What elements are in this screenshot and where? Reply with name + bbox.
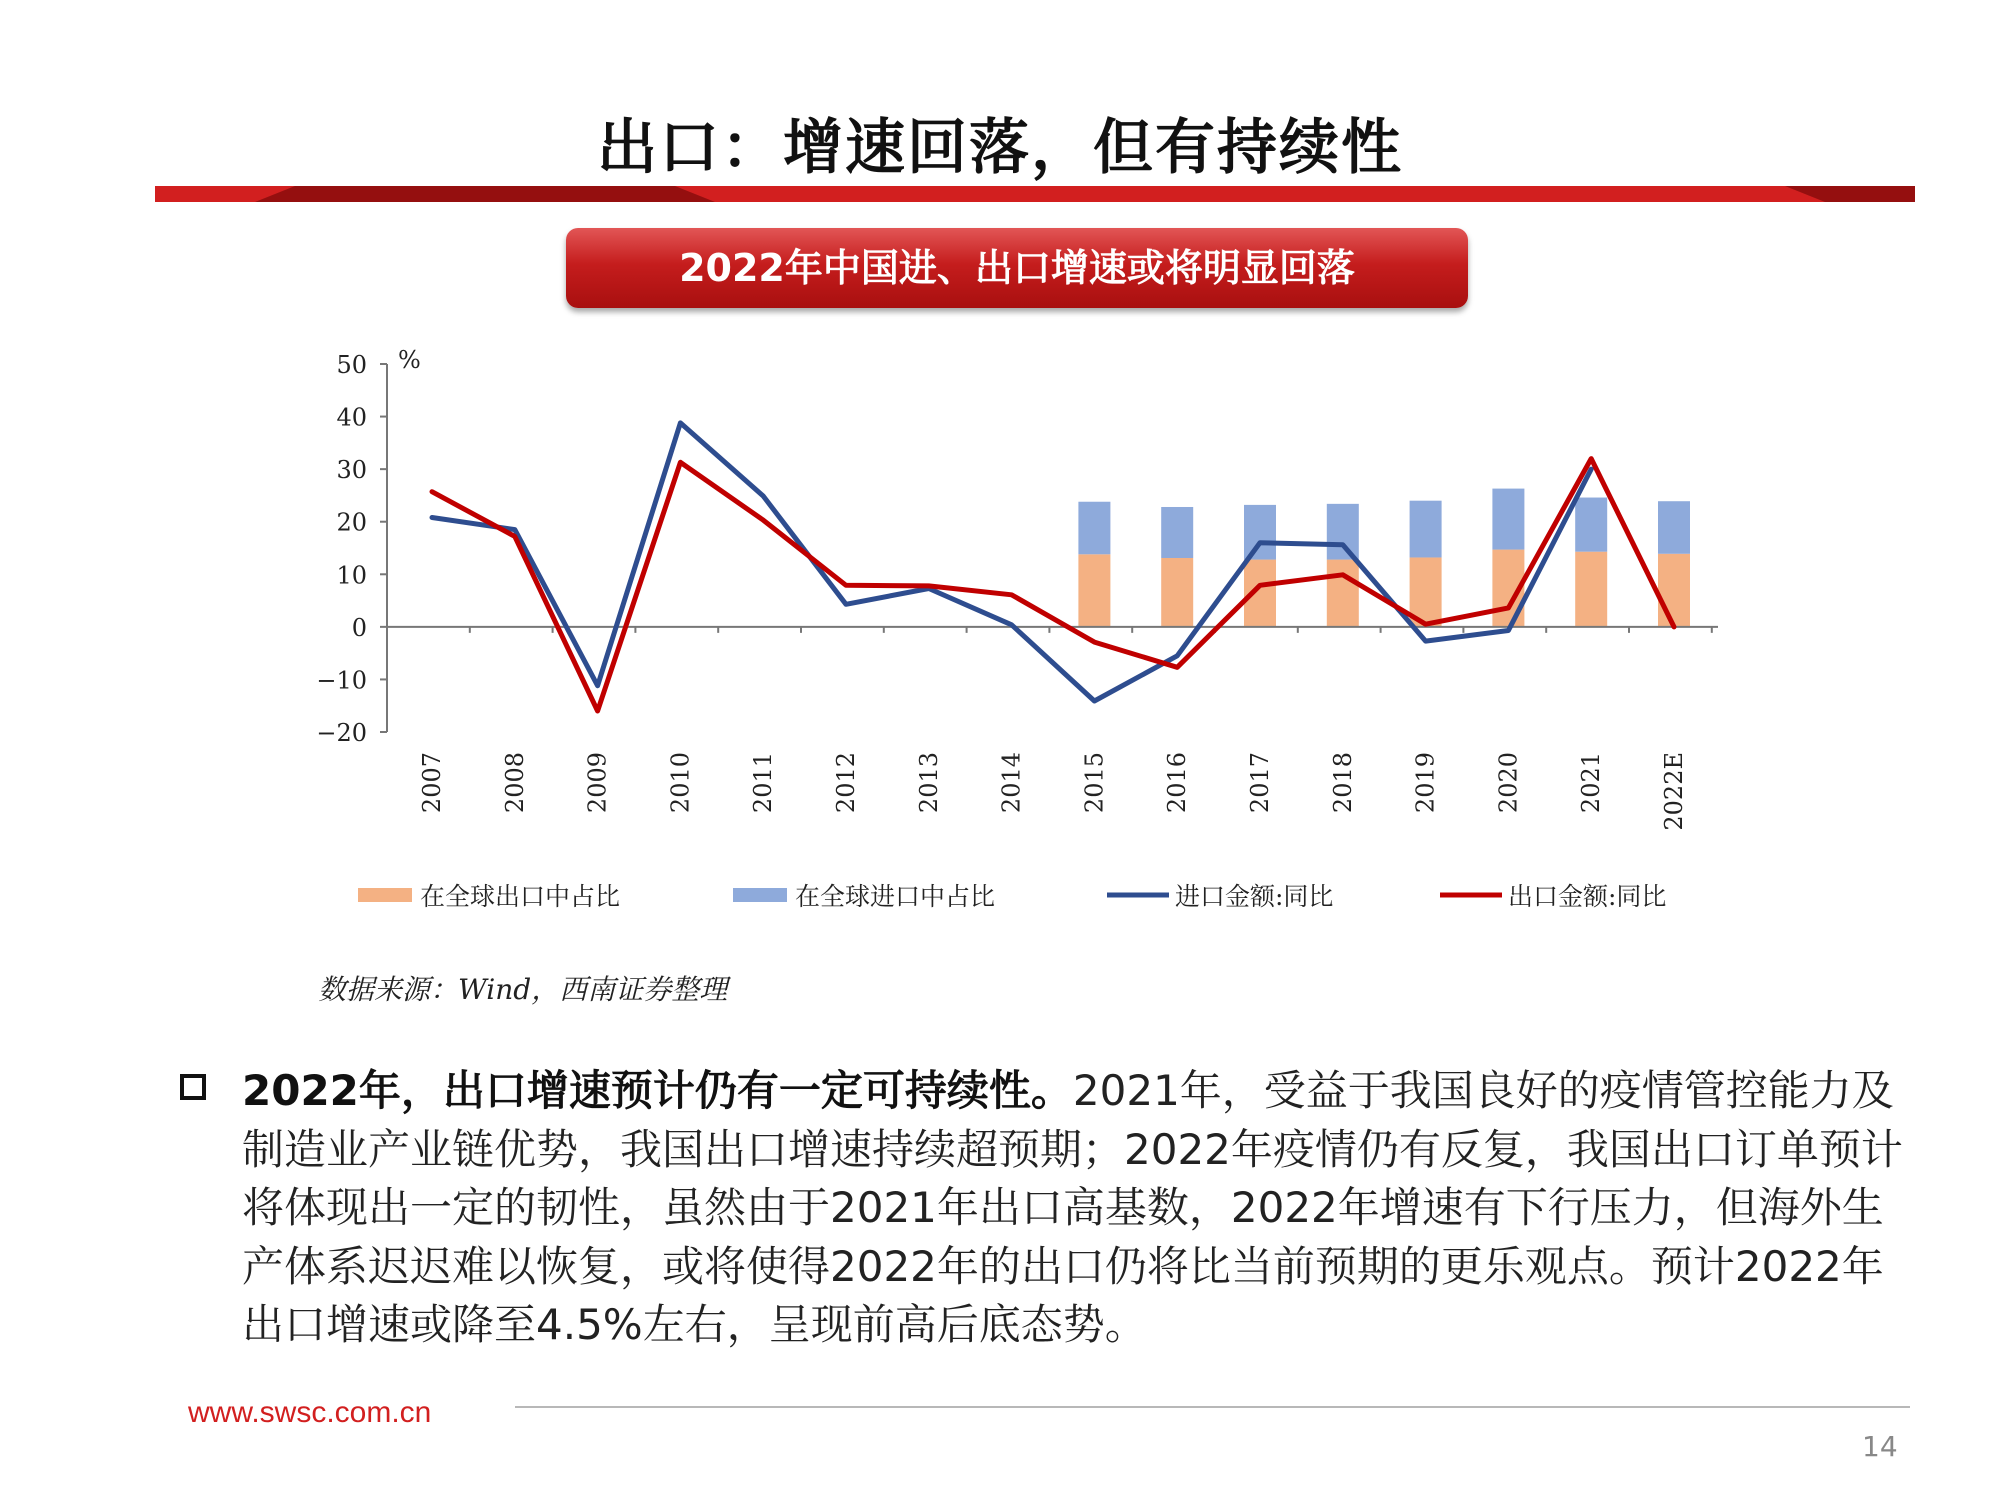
- bullet-point: [180, 1062, 1920, 1355]
- legend-swatch: [358, 888, 412, 902]
- bar-segment: [1658, 501, 1690, 554]
- chart-banner: 2022年中国进、出口增速或将明显回落: [566, 228, 1468, 308]
- x-tick-label: 2015: [1080, 752, 1109, 814]
- x-tick-label: 2014: [997, 752, 1026, 814]
- x-tick-label: 2018: [1328, 752, 1357, 814]
- x-tick-label: 2011: [749, 752, 778, 814]
- page-title: 出口：增速回落，但有持续性: [597, 113, 1403, 183]
- x-tick-label: 2016: [1163, 752, 1192, 814]
- bar-segment: [1161, 558, 1193, 627]
- bullet-text: [242, 1062, 1920, 1355]
- y-tick-label: 50: [336, 351, 367, 379]
- bar-segment: [1575, 498, 1607, 552]
- y-tick-label: −20: [316, 719, 367, 747]
- y-tick-label: 30: [336, 456, 367, 485]
- x-tick-label: 2008: [500, 752, 529, 814]
- x-tick-label: 2010: [666, 752, 695, 814]
- y-tick-label: 0: [351, 613, 367, 642]
- y-unit-label: %: [398, 346, 421, 374]
- bar-segment: [1327, 560, 1359, 627]
- bullet-body: 2021年，受益于我国良好的疫情管控能力及制造业产业链优势，我国出口增速持续超预期；2022年疫情仍有反复，我国出口订单预计将体现出一定的韧性，虽然由于2021年出口高基数，2022年增速有下行压力，但海外生产体系迟迟难以恢复，或将使得2022年的出口仍将比当前预期的更乐观点。预计2022年出口增速或降至4.5%左右，呈现前高后底态势。: [242, 1066, 1903, 1349]
- bar-segment: [1078, 502, 1110, 555]
- legend-swatch: [733, 888, 787, 902]
- legend-label: 在全球出口中占比: [420, 882, 621, 911]
- bar-segment: [1327, 504, 1359, 560]
- x-tick-label: 2017: [1246, 752, 1274, 814]
- x-tick-label: 2019: [1411, 752, 1440, 814]
- bar-segment: [1575, 552, 1607, 627]
- x-tick-label: 2020: [1494, 752, 1523, 814]
- footer-divider: [515, 1406, 1910, 1408]
- lines-layer: [432, 423, 1674, 711]
- legend-label: 出口金额:同比: [1508, 882, 1667, 911]
- x-tick-label: 2022E: [1660, 752, 1688, 831]
- x-tick-label: 2013: [914, 752, 943, 814]
- chart-legend: [358, 882, 1666, 911]
- y-tick-label: 10: [336, 561, 367, 590]
- bar-segment: [1492, 489, 1524, 550]
- legend-label: 在全球进口中占比: [795, 882, 996, 911]
- y-tick-label: 40: [336, 403, 367, 432]
- website-link[interactable]: www.swsc.com.cn: [188, 1396, 432, 1429]
- x-tick-label: 2021: [1577, 752, 1606, 814]
- bar-segment: [1161, 507, 1193, 558]
- x-tick-label: 2009: [583, 752, 612, 814]
- page-number: 14: [1862, 1430, 1898, 1463]
- legend-label: 进口金额:同比: [1175, 882, 1334, 911]
- source-note: 数据来源：Wind，西南证券整理: [318, 973, 728, 1006]
- bar-segment: [1244, 505, 1276, 560]
- y-tick-label: −10: [316, 666, 367, 695]
- bar-segment: [1410, 501, 1442, 558]
- y-tick-label: 20: [336, 508, 367, 537]
- bullet-lead: 2022年，出口增速预计仍有一定可持续性。: [242, 1066, 1073, 1115]
- checkbox-bullet-icon: [180, 1074, 206, 1100]
- x-tick-label: 2012: [832, 752, 860, 814]
- bars-layer: [1078, 489, 1690, 627]
- bar-segment: [1658, 554, 1690, 627]
- series-line: [432, 459, 1674, 711]
- x-tick-label: 2007: [418, 752, 446, 814]
- bar-segment: [1078, 554, 1110, 627]
